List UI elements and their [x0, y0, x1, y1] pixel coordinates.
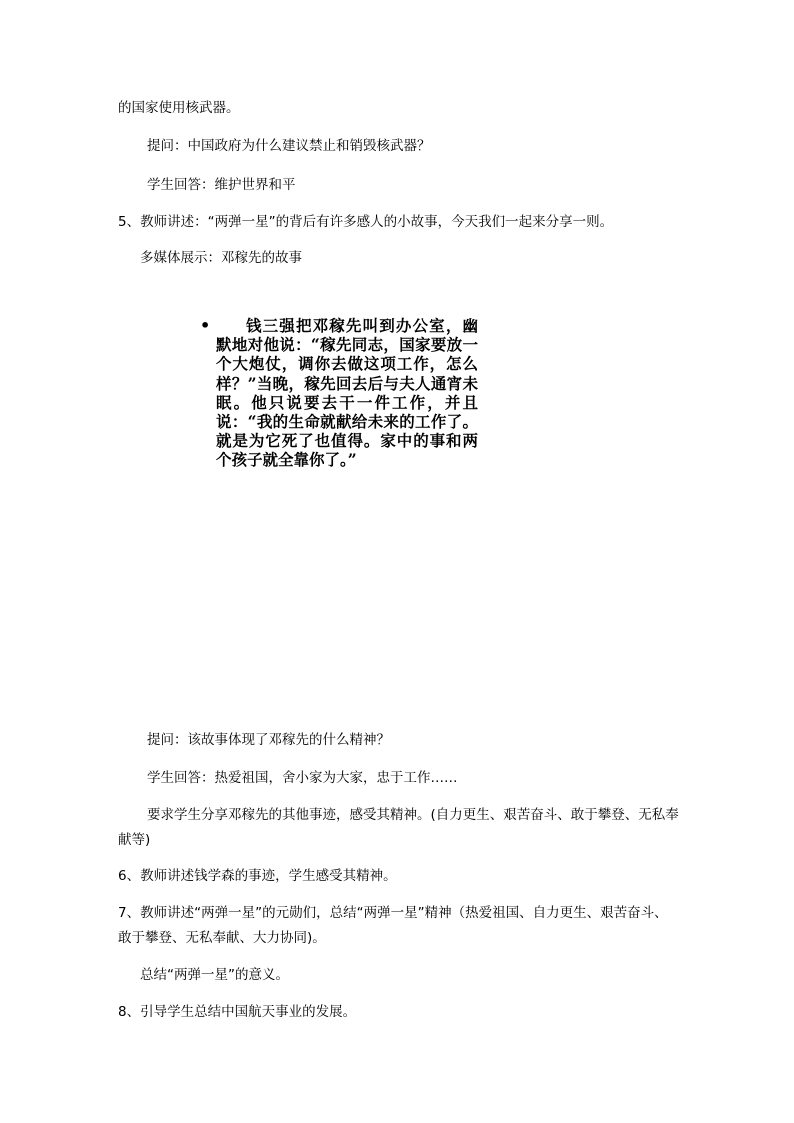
slide-quote-text: 钱三强把邓稼先叫到办公室，幽默地对他说：“稼先同志，国家要放一个大炮仗，调你去做这项工作，怎么样？”当晚，稼先回去后与夫人通宵未眠。他只说要去干一件工作，并且说：“我的生命就献给未来的工作了。就是为它死了也值得。家中的事和两个孩子就全靠你了。” [216, 316, 478, 470]
text-line-step-5: 5、教师讲述：“两弹一星”的背后有许多感人的小故事，今天我们一起来分享一则。 [118, 214, 614, 230]
text-line-answer: 学生回答：维护世界和平 [147, 177, 296, 193]
text-line-question-2: 提问：该故事体现了邓稼先的什么精神？ [147, 732, 390, 748]
text-para-step-7: 7、教师讲述“两弹一星”的元勋们，总结“两弹一星”精神（热爱祖国、自力更生、艰苦奋斗、敢于攀登、无私奉献、大力协同)。 [118, 905, 668, 946]
text-line-step-6: 6、教师讲述钱学森的事迹，学生感受其精神。 [118, 868, 397, 884]
text-line-step-8: 8、引导学生总结中国航天事业的发展。 [118, 1004, 357, 1020]
bullet-icon: • [200, 316, 211, 335]
text-line-multimedia: 多媒体展示：邓稼先的故事 [140, 250, 302, 266]
text-line-answer-2: 学生回答：热爱祖国，舍小家为大家，忠于工作…… [147, 770, 458, 786]
text-line-summary: 总结“两弹一星”的意义。 [140, 967, 289, 983]
text-para-requirement: 要求学生分享邓稼先的其他事迹，感受其精神。(自力更生、艰苦奋斗、敢于攀登、无私奉献等) [118, 807, 679, 848]
text-line-question: 提问：中国政府为什么建议禁止和销毁核武器？ [147, 138, 431, 154]
text-line-1: 的国家使用核武器。 [118, 100, 240, 116]
